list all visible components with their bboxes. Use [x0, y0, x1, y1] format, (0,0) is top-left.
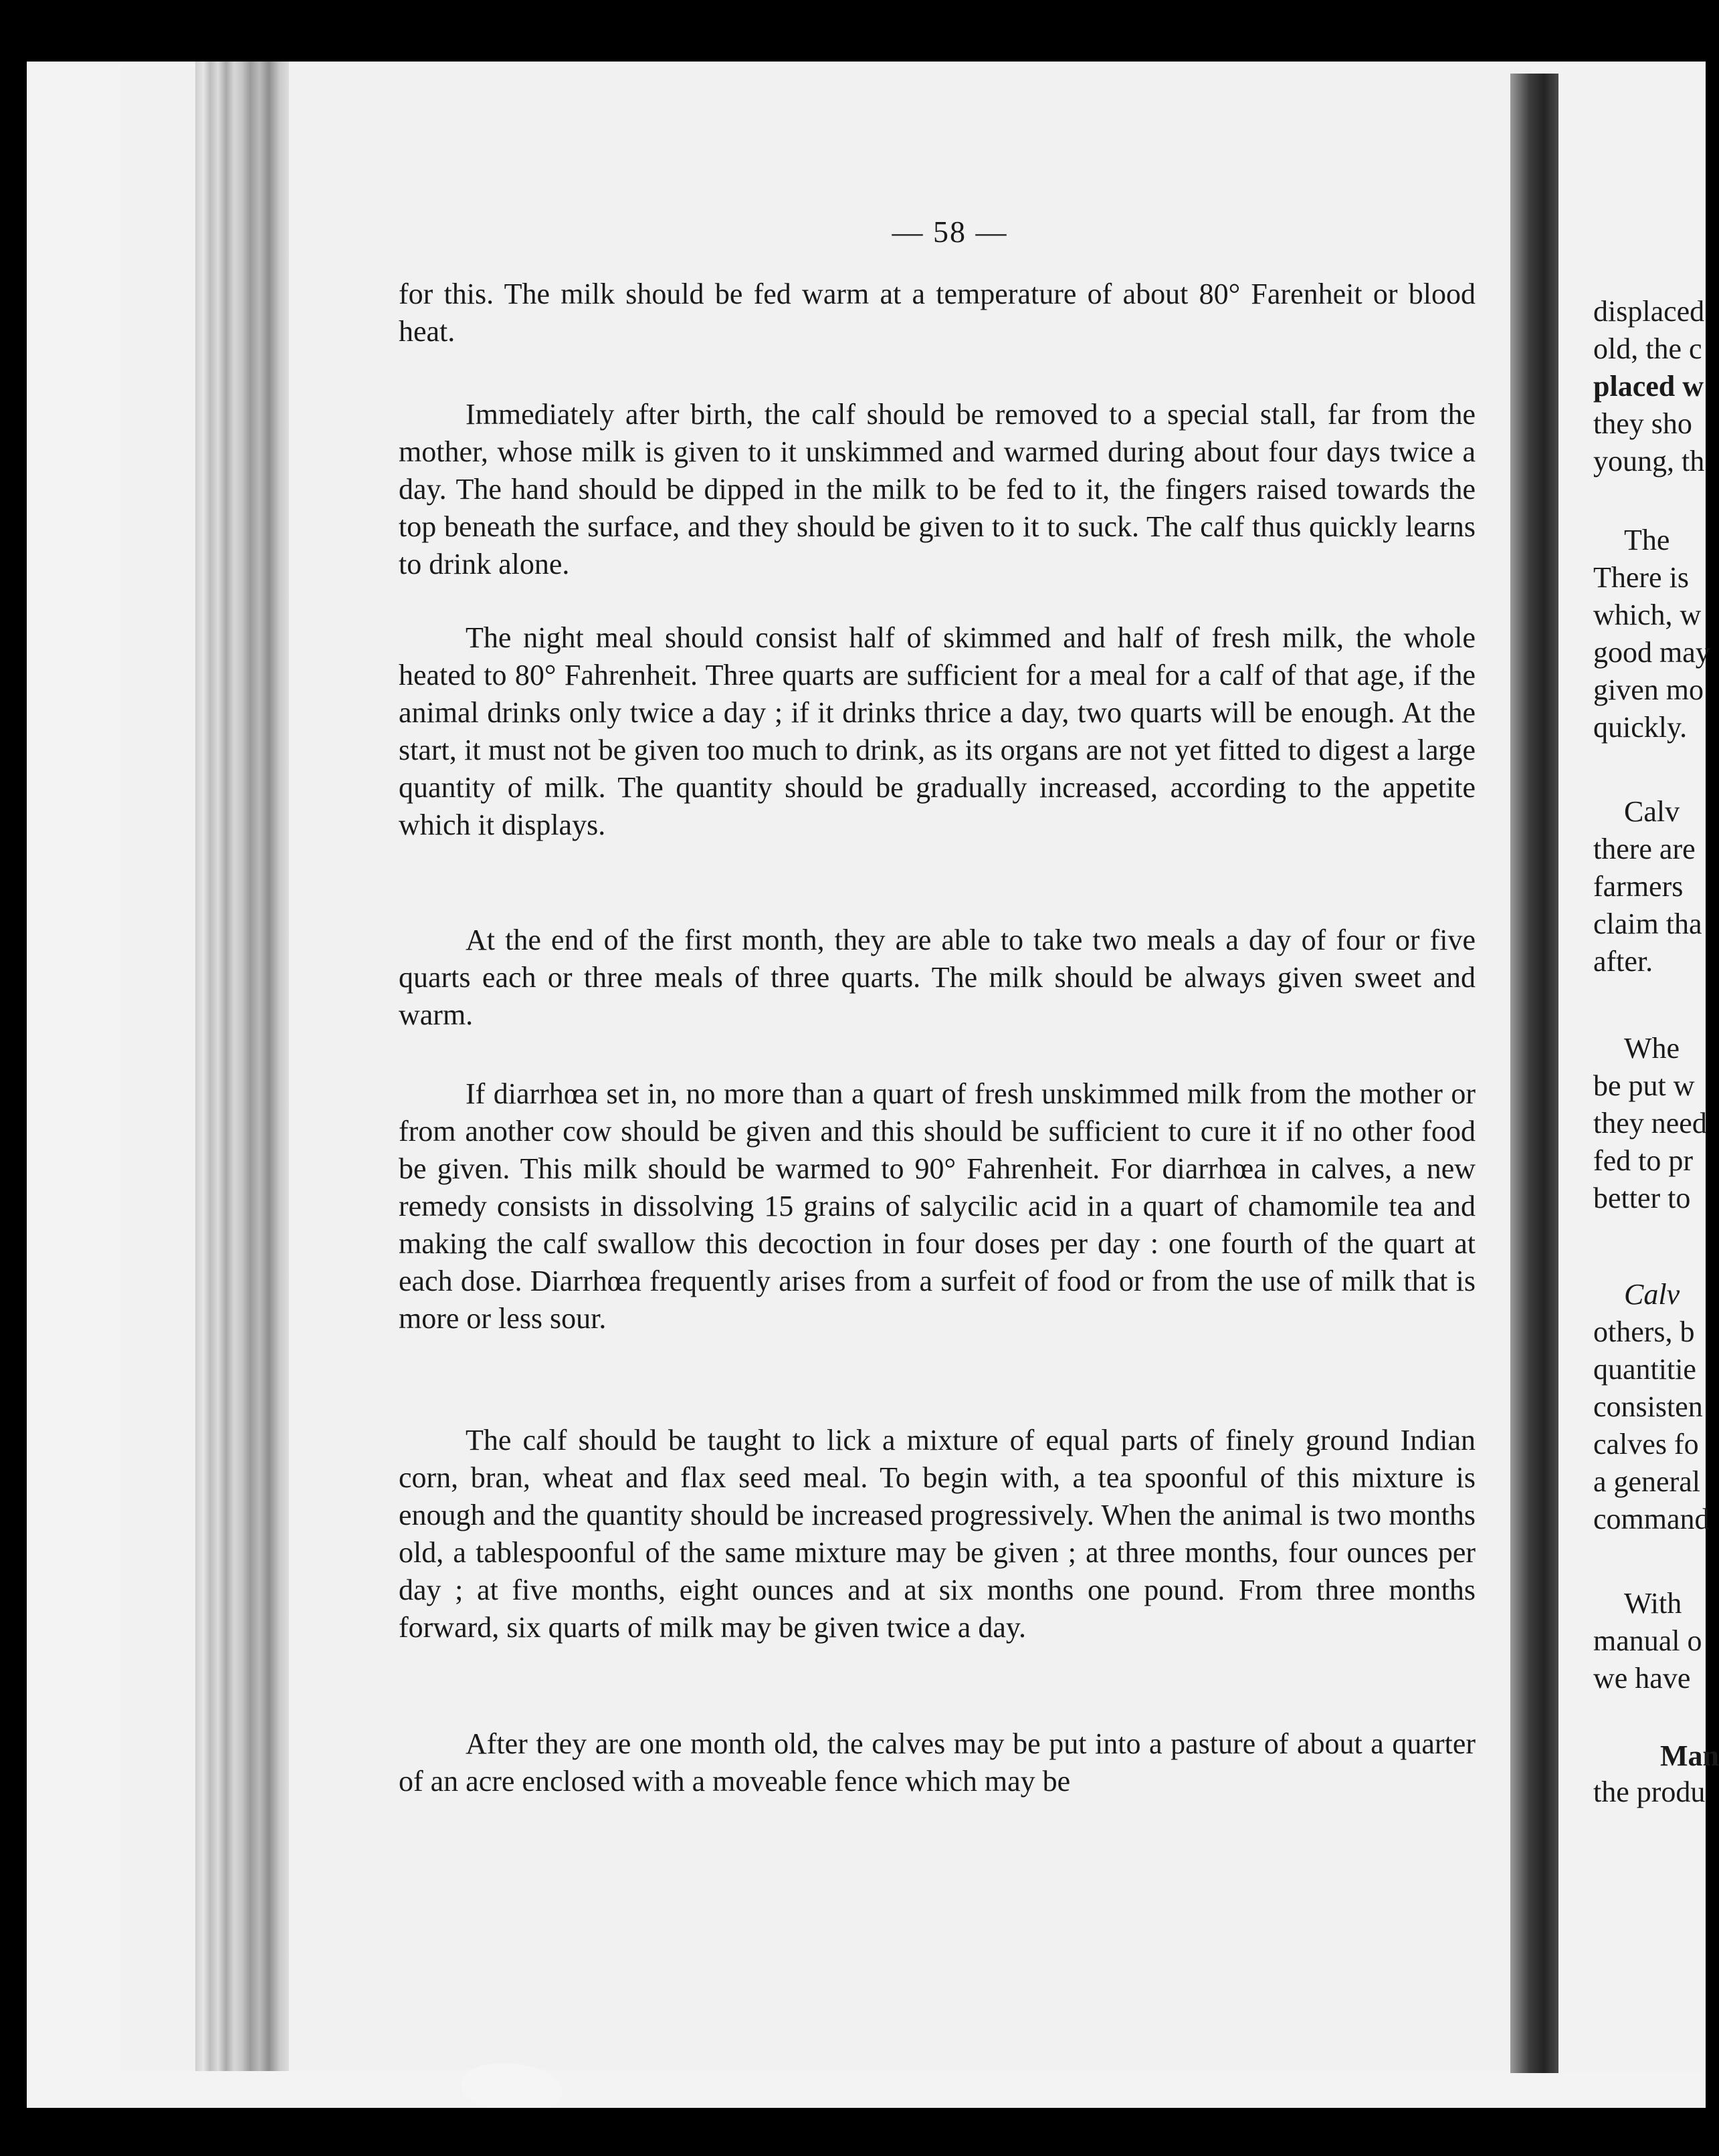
paragraph: The night meal should consist half of skimmed and half of fresh milk, the whole heated to 80° Fahrenheit. Three quarts are sufficient for a meal for a calf of that age, if the animal drinks only twice a day ; if it drinks thrice a day, two quarts will be enough. At the start, it must not be given too much to drink, as its organs are not yet fitted to digest a large quantity of milk. The quantity should be gradually increased, according to the appetite which it displays. [399, 621, 1476, 841]
facing-page-line: good may [1593, 636, 1710, 669]
scan-border-top [0, 0, 1718, 62]
facing-page-line: displaced [1593, 295, 1705, 328]
facing-page-line: Calv [1624, 1278, 1680, 1311]
paragraph: If diarrhœa set in, no more than a quart of fresh unskimmed milk from the mother or from another cow should be given and this should be sufficient to cure it if no other food be given. This milk should be warmed to 90° Fahrenheit. For diarrhœa in calves, a new remedy consists in dissolving 15 grains of salycilic acid in a quart of chamomile tea and making the calf swallow this decoction in four doses per day : one fourth of the quart at each dose. Diarrhœa frequently arises from a surfeit of food or from the use of milk that is more or less sour. [399, 1077, 1476, 1335]
facing-page-line: young, th [1593, 445, 1705, 477]
paragraph: Immediately after birth, the calf should be removed to a special stall, far from the mother, whose milk is given to it unskimmed and warmed during about four days twice a day. The hand should be dipped in the milk to be fed to it, the fingers raised towards the top beneath the surface, and they should be given to it to suck. The calf thus quickly learns to drink alone. [399, 398, 1476, 580]
facing-page-line: There is [1593, 561, 1689, 594]
stacked-page-edges [195, 62, 289, 2071]
facing-page-line: claim tha [1593, 907, 1702, 940]
facing-page-line: calves fo [1593, 1428, 1699, 1461]
facing-page-line: they sho [1593, 407, 1692, 440]
paragraph: The calf should be taught to lick a mixture of equal parts of finely ground Indian corn, bran, wheat and flax seed meal. To begin with, a tea spoonful of this mixture is enough and the quantity should be increased progressively. When the animal is two months old, a tablespoonful of the same mixture may be given ; at three months, four ounces per day ; at five months, eight ounces and at six months one pound. From three months forward, six quarts of milk may be given twice a day. [399, 1424, 1476, 1644]
facing-page-line: consisten [1593, 1390, 1703, 1423]
facing-page-line: Calv [1624, 795, 1680, 828]
facing-page-line: The [1624, 524, 1670, 556]
facing-page-line: be put w [1593, 1069, 1695, 1102]
facing-page-line: better to [1593, 1182, 1691, 1214]
facing-page-line: Whe [1624, 1032, 1680, 1065]
facing-page-line: we have [1593, 1662, 1691, 1695]
facing-page-line: a general [1593, 1465, 1700, 1498]
facing-page-line: quantitie [1593, 1353, 1696, 1386]
facing-page-line: command [1593, 1503, 1710, 1535]
facing-page-line: Man [1660, 1739, 1719, 1772]
facing-page-line: given mo [1593, 673, 1704, 706]
facing-page-text [1593, 0, 1719, 2156]
facing-page-line: they need [1593, 1107, 1707, 1140]
scan-border-left [0, 0, 27, 2156]
facing-page-line: after. [1593, 945, 1653, 978]
facing-page-line: old, the c [1593, 332, 1702, 365]
paragraph: After they are one month old, the calves may be put into a pasture of about a quarter of an acre enclosed with a moveable fence which may be [399, 1727, 1476, 1798]
paragraph: for this. The milk should be fed warm at a temperature of about 80° Farenheit or blood heat. [399, 278, 1476, 348]
facing-page-line: placed w [1593, 370, 1704, 403]
facing-page-line: there are [1593, 833, 1696, 865]
facing-page-line: the produ [1593, 1775, 1706, 1808]
facing-page-line: With [1624, 1587, 1682, 1620]
scan-border-bottom [0, 2108, 1718, 2156]
page-number: — 58 — [892, 215, 1008, 249]
paragraph: At the end of the first month, they are able to take two meals a day of four or five quarts each or three meals of three quarts. The milk should be always given sweet and warm. [399, 924, 1476, 1031]
facing-page-line: quickly. [1593, 711, 1688, 744]
facing-page-line: which, w [1593, 599, 1702, 631]
book-gutter [1510, 74, 1558, 2073]
facing-page-line: manual o [1593, 1624, 1702, 1657]
facing-page-line: others, b [1593, 1315, 1695, 1348]
facing-page-line: fed to pr [1593, 1144, 1694, 1177]
facing-page-line: farmers [1593, 870, 1684, 903]
scan-border-right [1706, 0, 1718, 2156]
